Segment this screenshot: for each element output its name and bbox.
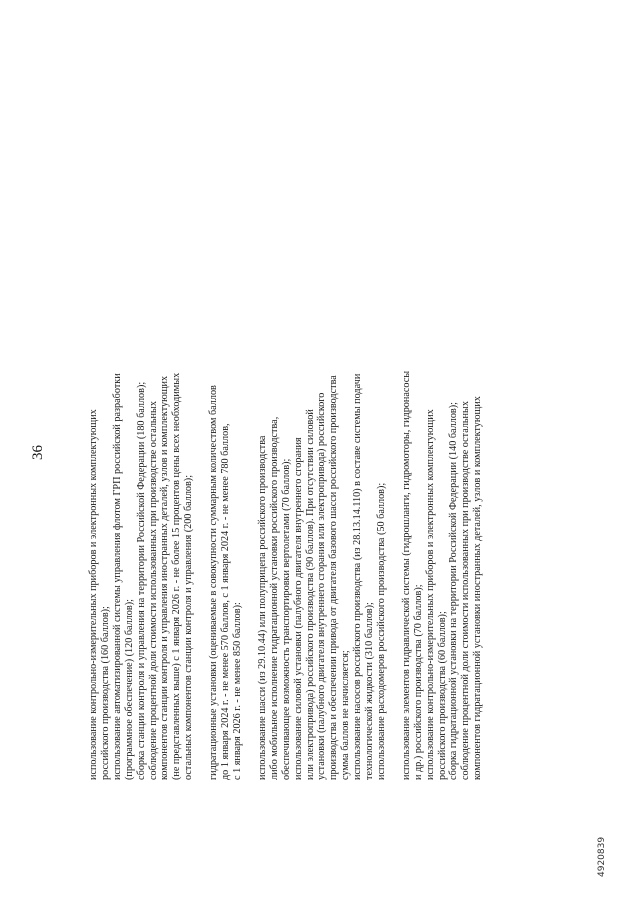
text-line: компонентов гидратационной установки иностранных деталей, узлов и комплектующих xyxy=(472,396,484,780)
text-line: установки (палубного двигателя внутреннего сгорания или электропривода) российского xyxy=(316,392,328,780)
text-line: российского производства (160 баллов); xyxy=(99,606,111,780)
text-line: (не представленных выше) с 1 января 2026 г. - не более 15 процентов цены всех необходимых xyxy=(171,372,183,780)
text-line: использование насосов российского производства (из 28.13.14.110) в составе системы подачи xyxy=(352,373,364,780)
paragraph-block xyxy=(88,210,195,780)
text-line: остальных компонентов станции контроля и управления (200 баллов); xyxy=(183,474,195,780)
paragraph-block xyxy=(257,210,388,780)
text-line: обеспечивающее возможность транспортировки вертолетами (70 баллов); xyxy=(280,458,292,780)
text-line: и др.) российского производства (70 баллов); xyxy=(412,584,424,780)
text-line: (программное обеспечение) (120 баллов); xyxy=(123,599,135,780)
text-line: до 1 января 2024 г. - не менее 570 баллов, с 1 января 2024 г. - не менее 780 баллов, xyxy=(220,423,232,780)
document-body xyxy=(88,210,497,780)
document-id: 4920839 xyxy=(597,836,607,877)
text-line: использование силовой установки (палубного двигателя внутреннего сгорания xyxy=(292,437,304,780)
text-line: использование контрольно-измерительных приборов и электронных комплектующих xyxy=(88,409,99,780)
paragraph-block xyxy=(401,210,484,780)
text-line: использование автоматизированной системы управления флотом ГРП российской разработки xyxy=(111,373,123,780)
text-line: российского производства (60 баллов); xyxy=(436,611,448,780)
text-line: или электропривода) российского производства (90 баллов). При отсутствии силовой xyxy=(304,409,316,780)
text-line: соблюдение процентной доли стоимости использованных при производстве остальных xyxy=(460,401,472,780)
text-line: с 1 января 2026 г. - не менее 850 баллов): xyxy=(231,602,243,780)
text-line: сборка гидратационной установки на территории Российской Федерации (140 баллов); xyxy=(448,402,460,780)
text-line: гидратационные установки (оцениваемые в совокупности суммарным количеством баллов xyxy=(208,385,220,780)
text-line: использование шасси (из 29.10.44) или полуприцепа российского производства xyxy=(256,435,268,780)
text-line: производства и обеспечении привода от двигателя базового шасси российского производства xyxy=(328,375,340,780)
text-line: соблюдение процентной доли стоимости использованных при производстве остальных xyxy=(147,401,159,780)
text-line: технологической жидкости (310 баллов); xyxy=(364,602,376,780)
paragraph-block xyxy=(208,210,244,780)
text-line: компонентов станции контроля и управления иностранных деталей, узлов и комплектующих xyxy=(159,375,171,780)
text-line: сумма баллов не начисляется; xyxy=(340,650,352,780)
page-number: 36 xyxy=(30,445,46,460)
text-line: использование контрольно-измерительных приборов и электронных комплектующих xyxy=(424,409,436,780)
text-line: использование элементов гидравлической системы (гидрошланги, гидромоторы, гидронасосы xyxy=(400,370,412,780)
text-line: либо мобильное исполнение гидратационной установки российского производства, xyxy=(268,416,280,780)
text-line: сборка станции контроля и управления на территории Российской Федерации (180 баллов); xyxy=(135,381,147,780)
text-line: использование расходомеров российского производства (50 баллов); xyxy=(375,482,387,780)
